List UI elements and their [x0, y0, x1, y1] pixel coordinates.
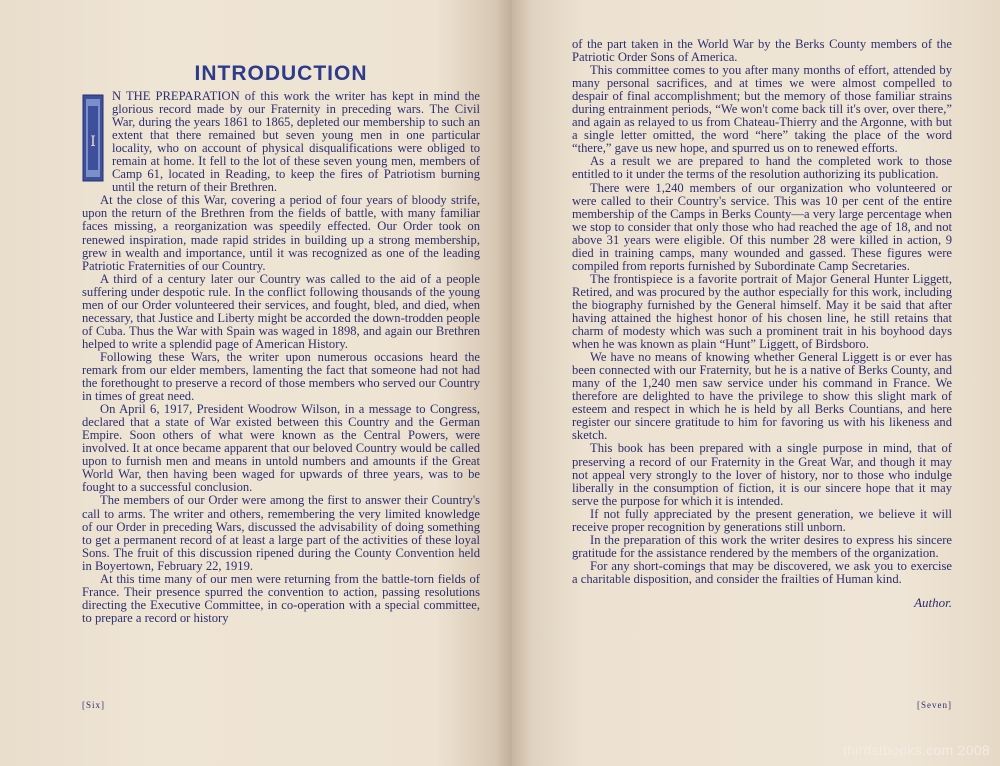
right-body — [572, 38, 952, 609]
paragraph: We have no means of knowing whether General Liggett is or ever has been connected with our Fraternity, but he is a native of Berks County, and many of the 1,240 men saw service under his command in France. We therefore are delighted to have the privilege to show this slight mark of esteem and respect in which he is held by all Berks Countians, and here register our sincere gratitude to him for favoring us with his likeness and sketch. — [572, 350, 952, 443]
paragraph: As a result we are prepared to hand the completed work to those entitled to it under the terms of the resolution authorizing its publication. — [572, 154, 952, 182]
paragraph: There were 1,240 members of our organization who volunteered or were called to their Country's service. This was 10 per cent of the entire membership of the Camps in Berks County—a very large percentage when we stop to consider that only those who had reached the age of 18, and not above 31 years were eligible. Of this number 28 were killed in action, 9 died in training camps, many wounded and gassed. These figures were compiled from reports furnished by Subordinate Camp Secretaries. — [572, 180, 952, 273]
paragraph: Following these Wars, the writer upon numerous occasions heard the remark from our elder members, lamenting the fact that someone had not had the forethought to preserve a record of those members who served our Country in times of great need. — [82, 349, 480, 404]
page-number-right: [Seven] — [917, 700, 952, 710]
watermark: thirdstbooks.com 2008 — [842, 742, 990, 758]
paragraph: If not fully appreciated by the present generation, we believe it will receive proper recognition by generations still unborn. — [572, 506, 952, 534]
page-title: INTRODUCTION — [194, 62, 368, 85]
paragraph: On April 6, 1917, President Woodrow Wilson, in a message to Congress, declared that a state of War existed between this Country and the German Empire. Soon others of what were known as the Central Powers, were involved. It at once became apparent that our beloved Country would be called upon to furnish men and means in untold numbers and amounts if the Great World War, then having been waged for upwards of three years, was to be fought to a successful conclusion. — [82, 402, 480, 495]
paragraph: At the close of this War, covering a period of four years of bloody strife, upon the return of the Brethren from the fields of battle, with many familiar faces missing, a reorganization was speedily effected. Our Order took on renewed inspiration, made rapid strides in building up a strong membership, grew in wealth and importance, until it was recognized as one of the leading Patriotic Fraternities of our Country. — [82, 193, 480, 273]
right-page — [512, 0, 1000, 766]
svg-text:I: I — [90, 134, 96, 150]
paragraph: In the preparation of this work the writer desires to express his sincere gratitude for the assistance rendered by the members of the organization. — [572, 532, 952, 560]
paragraph: This committee comes to you after many months of effort, attended by many personal sacrifices, and at times we were almost compelled to despair of final accomplishment; but the memory of those familiar strains during entrainment periods, “We won't come back till it's over, over there,” and again as relayed to us from Chateau-Thierry and the Argonne, with but a single letter omitted, the word “here” taking the place of the word “there,” gave us new hope, and spurred us on to renewed efforts. — [572, 63, 952, 156]
paragraph: The frontispiece is a favorite portrait of Major General Hunter Liggett, Retired, and was procured by the author especially for this work, including the biography furnished by the General himself. May it be said that after having attained the highest honor of his chosen line, he still retains that charm of modesty which was such a prominent trait in his boyhood days when he was known as plain “Hunt” Liggett, of Birdsboro. — [572, 271, 952, 352]
author-signature: Author. — [914, 594, 952, 610]
paragraph: At this time many of our men were returning from the battle-torn fields of France. Their presence spurred the convention to action, passing resolutions directing the Executive Committee, in co-operation with a special committee, to prepare a record or history — [82, 571, 480, 625]
paragraph: The members of our Order were among the first to answer their Country's call to arms. The writer and others, remembering the very limited knowledge of our Order in preceding Wars, discussed the advisability of doing something to get a permanent record of at least a large part of the activities of these loyal Sons. The fruit of this discussion ripened during the County Convention held in Boyertown, February 22, 1919. — [82, 493, 480, 573]
left-body — [82, 90, 480, 625]
paragraph: A third of a century later our Country was called to the aid of a people suffering under despotic rule. In the conflict following thousands of the young men of our Order volunteered their services, and fought, bled, and died, when necessary, that Justice and Liberty might be accorded the down-trodden people of Cuba. Thus the War with Spain was waged in 1898, and again our Brethren helped to write a splendid page of American History. — [82, 271, 480, 351]
continuation-paragraph: of the part taken in the World War by the Berks County members of the Patriotic Order Sons of America. — [572, 37, 952, 65]
paragraph: N THE PREPARATION of this work the writer has kept in mind the glorious record made by our Fraternity in preceding wars. The Civil War, during the years 1861 to 1865, depleted our membership to such an extent that there remained but seven young men in one particular locality, who on account of physical disqualifications were obliged to remain at home. It fell to the lot of these seven young men, members of Camp 61, located in Reading, to keep the fires of Patriotism burning until the return of their Brethren. — [112, 89, 480, 195]
dropcap-letter-i — [82, 94, 104, 182]
page-number-left: [Six] — [82, 700, 105, 710]
paragraph: This book has been prepared with a single purpose in mind, that of preserving a record of our Fraternity in the Great War, and though it may not appeal very strongly to the lover of history, nor to those who indulge liberally in the consumption of fiction, it is our sincere hope that it may serve the purpose for which it is intended. — [572, 441, 952, 508]
paragraph: For any short-comings that may be discovered, we ask you to exercise a charitable disposition, and consider the frailties of Human kind. — [572, 558, 952, 586]
